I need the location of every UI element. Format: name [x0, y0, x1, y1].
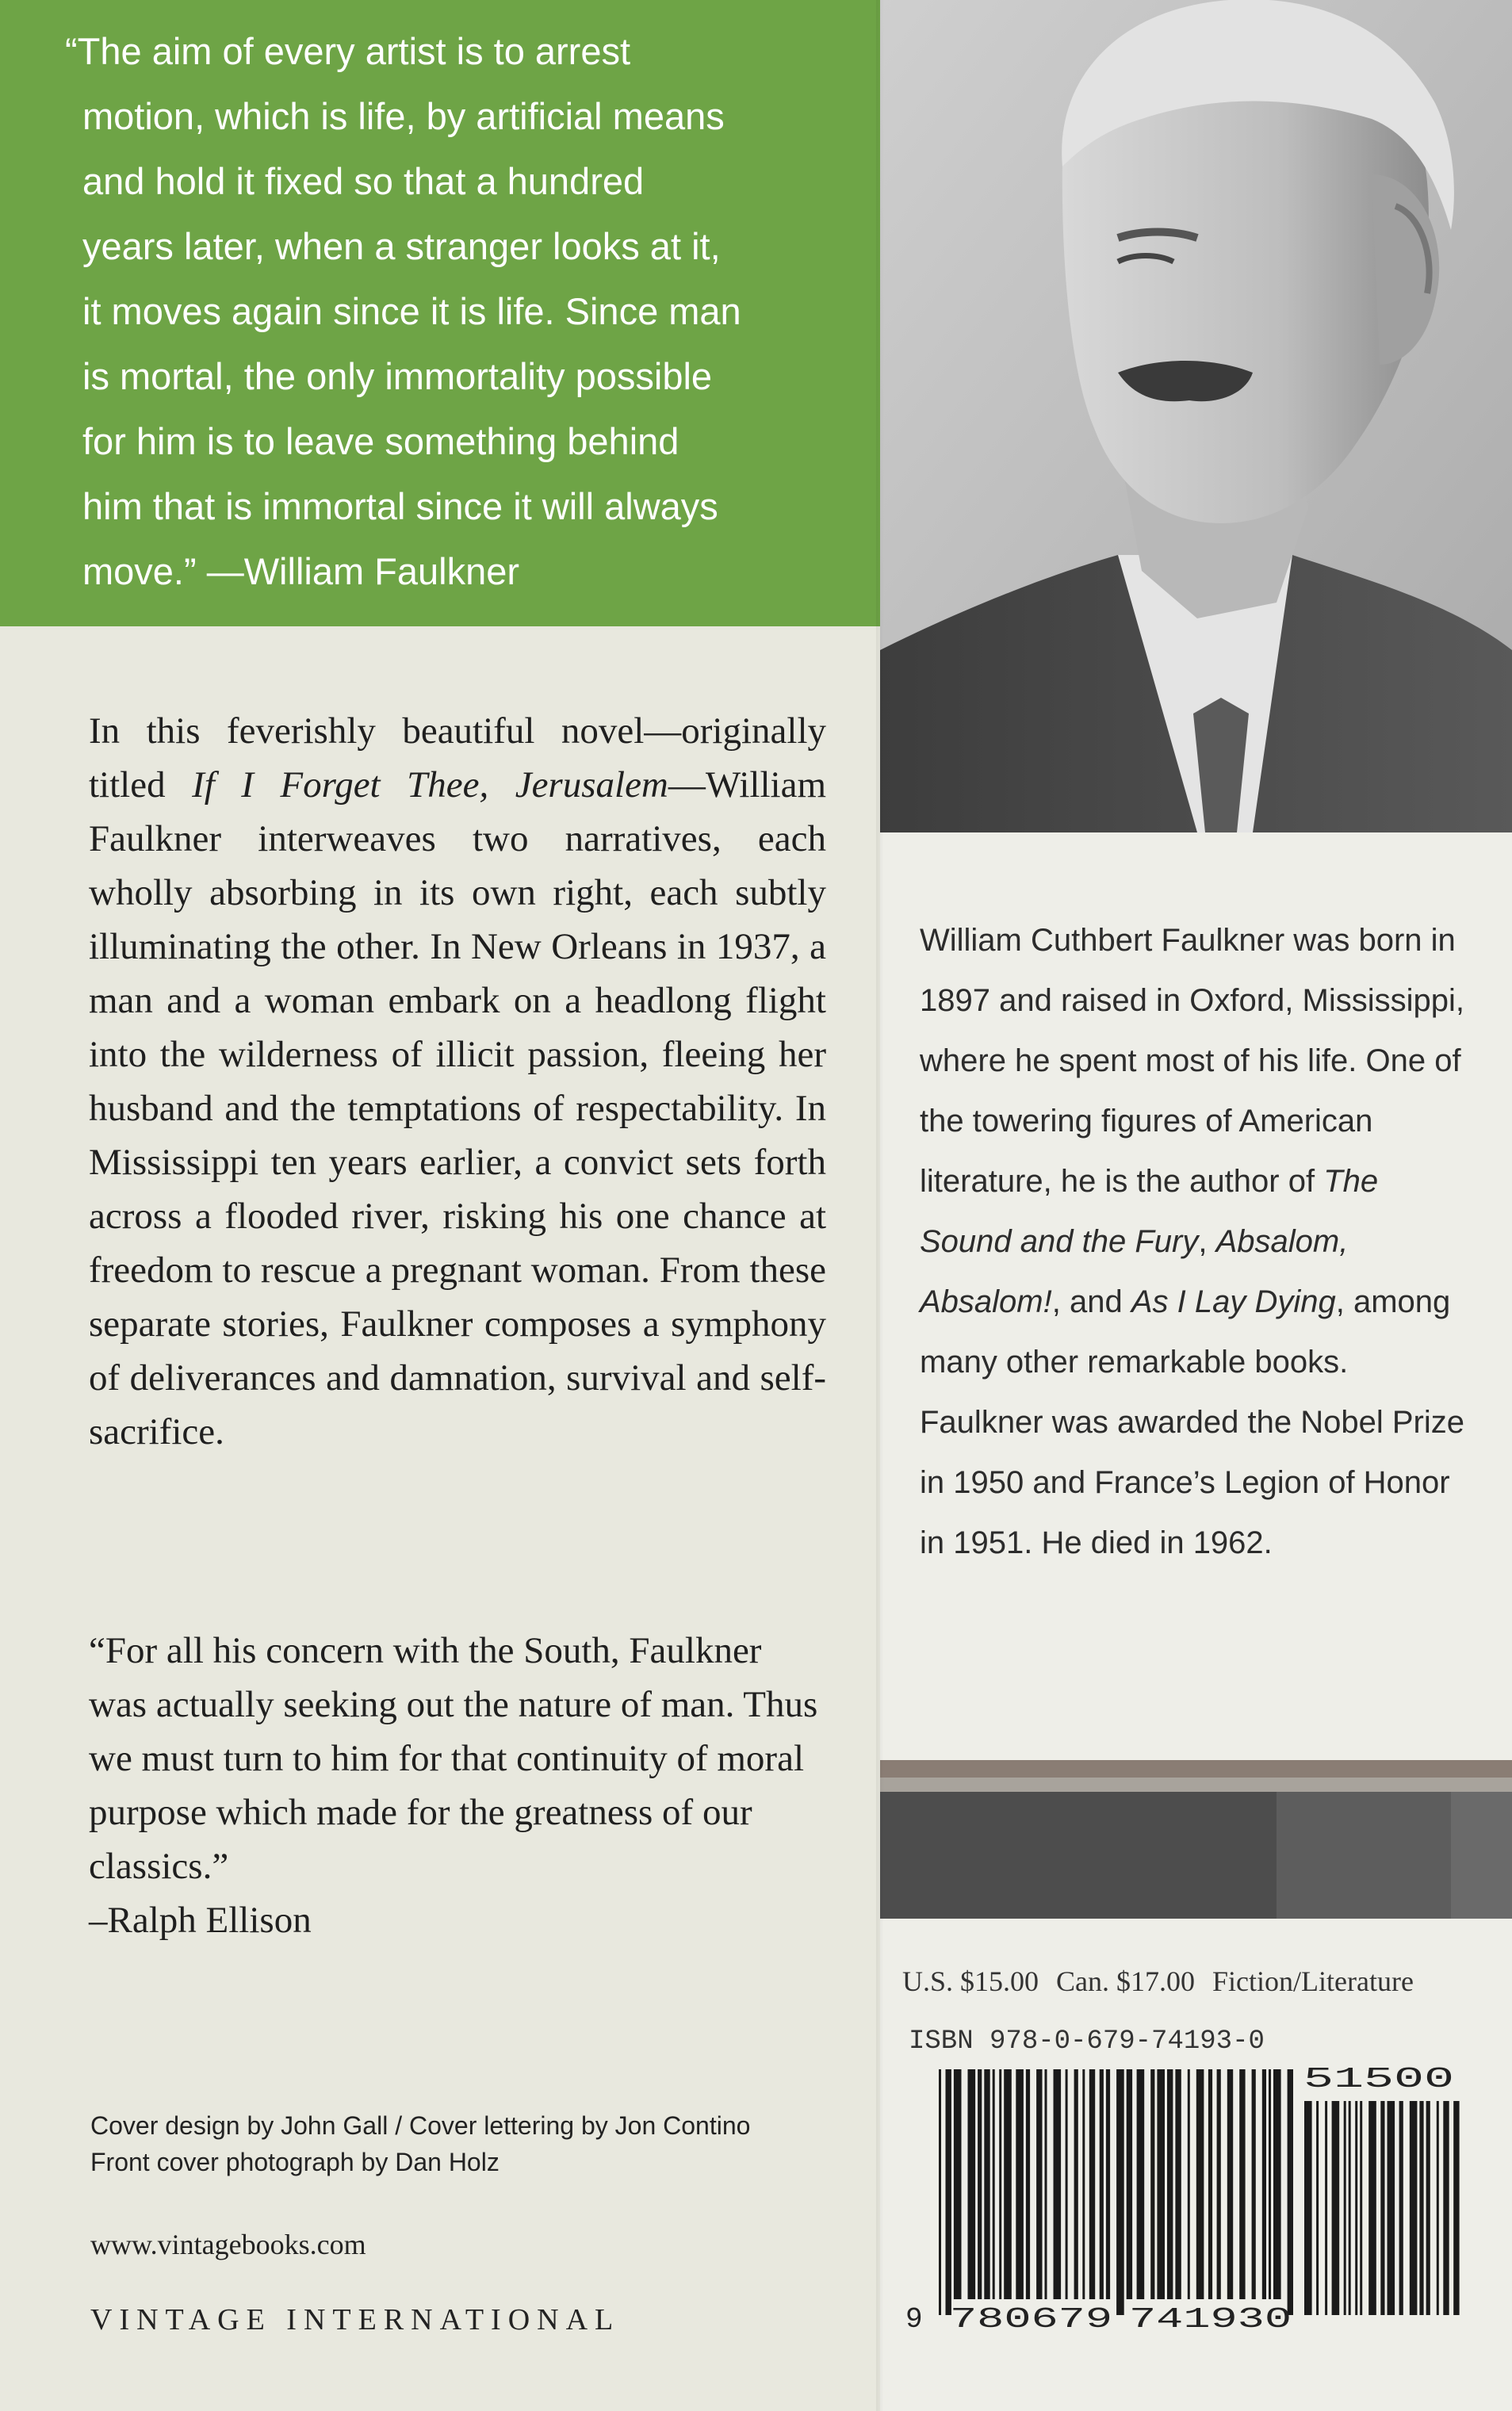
- barcode: [904, 2061, 1475, 2339]
- ellison-quote: [89, 1624, 826, 1947]
- barcode-bar: [1089, 2069, 1095, 2299]
- quote-line: move.” —William Faulkner: [82, 550, 520, 592]
- barcode-bar: [999, 2069, 1001, 2299]
- barcode-bar: [1380, 2101, 1384, 2315]
- barcode-bar: [1349, 2101, 1351, 2315]
- bio-separator: , and: [1051, 1284, 1131, 1319]
- barcode-bar: [1004, 2069, 1012, 2299]
- barcode-bar: [1453, 2101, 1459, 2315]
- barcode-bar: [1127, 2069, 1132, 2299]
- quote-line: “The aim of every artist is to arrest: [65, 30, 631, 72]
- barcode-bar: [1269, 2069, 1271, 2299]
- barcode-bar: [1208, 2069, 1212, 2299]
- faulkner-quote: [65, 19, 844, 604]
- design-credit: Cover design by John Gall / Cover lettering by Jon Contino: [90, 2111, 751, 2140]
- barcode-group-2: 741930: [1129, 2303, 1292, 2336]
- barcode-bar: [1175, 2069, 1181, 2299]
- main-barcode-bars: [939, 2069, 1293, 2315]
- barcode-bar: [1273, 2069, 1281, 2299]
- bio-text: , among many other remarkable books. Faulkner was awarded the Nobel Prize in 1950 and France’s Legion of Honor in 1951. He died in 1962.: [920, 1284, 1465, 1560]
- synopsis: [89, 704, 826, 1459]
- barcode-bar: [1157, 2069, 1165, 2299]
- price-line: [902, 1965, 1431, 1998]
- barcode-bar: [1252, 2069, 1256, 2299]
- barcode-bar: [1100, 2069, 1104, 2299]
- barcode-bar: [1332, 2101, 1340, 2315]
- barcode-bar: [1443, 2101, 1449, 2315]
- bio-separator: ,: [1198, 1224, 1216, 1259]
- barcode-bar: [984, 2069, 989, 2299]
- barcode-bar: [954, 2069, 962, 2299]
- barcode-bar: [1426, 2101, 1430, 2315]
- isbn: ISBN 978-0-679-74193-0: [909, 2026, 1265, 2057]
- barcode-bar: [1227, 2069, 1233, 2299]
- barcode-bar: [1262, 2069, 1266, 2299]
- barcode-bar: [1437, 2101, 1439, 2315]
- band-image: [880, 1760, 1512, 1919]
- barcode-bar: [1217, 2069, 1221, 2299]
- book-title: Absalom, Absalom!: [920, 1224, 1349, 1319]
- barcode-bar: [1082, 2069, 1085, 2299]
- quote-line: motion, which is life, by artificial means: [82, 95, 725, 137]
- quote-line: years later, when a stranger looks at it,: [82, 225, 721, 267]
- barcode-bar: [1239, 2069, 1245, 2299]
- barcode-bar: [1026, 2069, 1030, 2299]
- canada-price: Can. $17.00: [1056, 1965, 1196, 1997]
- barcode-bar: [1016, 2069, 1024, 2299]
- cover-credits: [90, 2107, 844, 2180]
- barcode-bar: [1399, 2101, 1403, 2315]
- barcode-bar: [1045, 2069, 1047, 2299]
- category: Fiction/Literature: [1212, 1965, 1414, 1997]
- quote-line: for him is to leave something behind: [82, 420, 679, 462]
- barcode-bar: [1137, 2069, 1145, 2299]
- us-price: U.S. $15.00: [902, 1965, 1039, 1997]
- book-title: As I Lay Dying: [1131, 1284, 1336, 1319]
- barcode-bar: [1410, 2101, 1418, 2315]
- barcode-graphic: [904, 2061, 1475, 2339]
- publisher-imprint: VINTAGE INTERNATIONAL: [90, 2303, 621, 2336]
- barcode-group-1: 780679: [950, 2303, 1112, 2336]
- bio-text: William Cuthbert Faulkner was born in 1897 and raised in Oxford, Mississippi, where he spent most of his life. One of the towering figures of American literature, he is the author of: [920, 923, 1464, 1199]
- barcode-bar: [1188, 2069, 1190, 2299]
- spine-shadow: [876, 0, 884, 2411]
- barcode-bar: [993, 2069, 995, 2299]
- synopsis-body: —William Faulkner interweaves two narratives, each wholly absorbing in its own right, each subtly illuminating the other. In New Orleans in 1937, a man and a woman embark on a headlong flight into the wilderness of illicit passion, fleeing her husband and the temptations of respectability. In Mississippi ten years earlier, a convict sets forth across a flooded river, risking his one chance at freedom to rescue a pregnant woman. From these separate stories, Faulkner composes a symphony of deliverances and damnation, survival and self-sacrifice.: [89, 764, 827, 1452]
- barcode-bar: [1360, 2101, 1362, 2315]
- barcode-bar: [1074, 2069, 1078, 2299]
- barcode-bar: [1304, 2101, 1312, 2315]
- barcode-bar: [1167, 2069, 1173, 2299]
- barcode-bar: [946, 2069, 951, 2315]
- quote-line: is mortal, the only immortality possible: [82, 355, 713, 397]
- barcode-bar: [1054, 2069, 1062, 2299]
- barcode-bar: [1150, 2069, 1154, 2299]
- author-photo: [880, 0, 1512, 832]
- ellison-quote-text: “For all his concern with the South, Faulkner was actually seeking out the nature of man. Thus we must turn to him for that continuity of moral purpose which made for the greatness of our classics.”: [89, 1630, 818, 1887]
- barcode-bar: [1036, 2069, 1042, 2299]
- barcode-bar: [1355, 2101, 1357, 2315]
- website-url[interactable]: www.vintagebooks.com: [90, 2229, 366, 2260]
- barcode-bar: [1388, 2101, 1395, 2315]
- addon-barcode-bars: [1304, 2101, 1460, 2315]
- barcode-bar: [968, 2069, 976, 2299]
- barcode-addon-digits: 51500: [1303, 2063, 1454, 2095]
- barcode-bar: [1368, 2101, 1376, 2315]
- decorative-band: [880, 1760, 1512, 1919]
- author-bio: [920, 910, 1475, 1573]
- barcode-bar: [1316, 2101, 1319, 2315]
- author-portrait-image: [880, 0, 1512, 832]
- barcode-bar: [939, 2069, 941, 2315]
- barcode-bar: [1419, 2101, 1423, 2315]
- quote-line: it moves again since it is life. Since man: [82, 290, 741, 332]
- barcode-bar: [1325, 2101, 1327, 2315]
- quote-line: and hold it fixed so that a hundred: [82, 160, 645, 202]
- barcode-bar: [1106, 2069, 1110, 2299]
- barcode-bar: [1344, 2101, 1346, 2315]
- synopsis-intro: In this feverishly beautiful novel—originally titled: [89, 710, 826, 806]
- ellison-attribution: –Ralph Ellison: [89, 1900, 312, 1941]
- original-title: If I Forget Thee, Jerusalem: [192, 764, 668, 806]
- barcode-bar: [1196, 2069, 1204, 2299]
- quote-line: him that is immortal since it will always: [82, 485, 718, 527]
- photo-credit: Front cover photograph by Dan Holz: [90, 2148, 500, 2176]
- barcode-bar: [1066, 2069, 1068, 2299]
- barcode-bar: [1288, 2069, 1293, 2315]
- barcode-lead-digit: 9: [905, 2303, 923, 2336]
- book-title: The Sound and the Fury: [920, 1164, 1379, 1259]
- barcode-bar: [1116, 2069, 1124, 2315]
- barcode-bar: [978, 2069, 982, 2299]
